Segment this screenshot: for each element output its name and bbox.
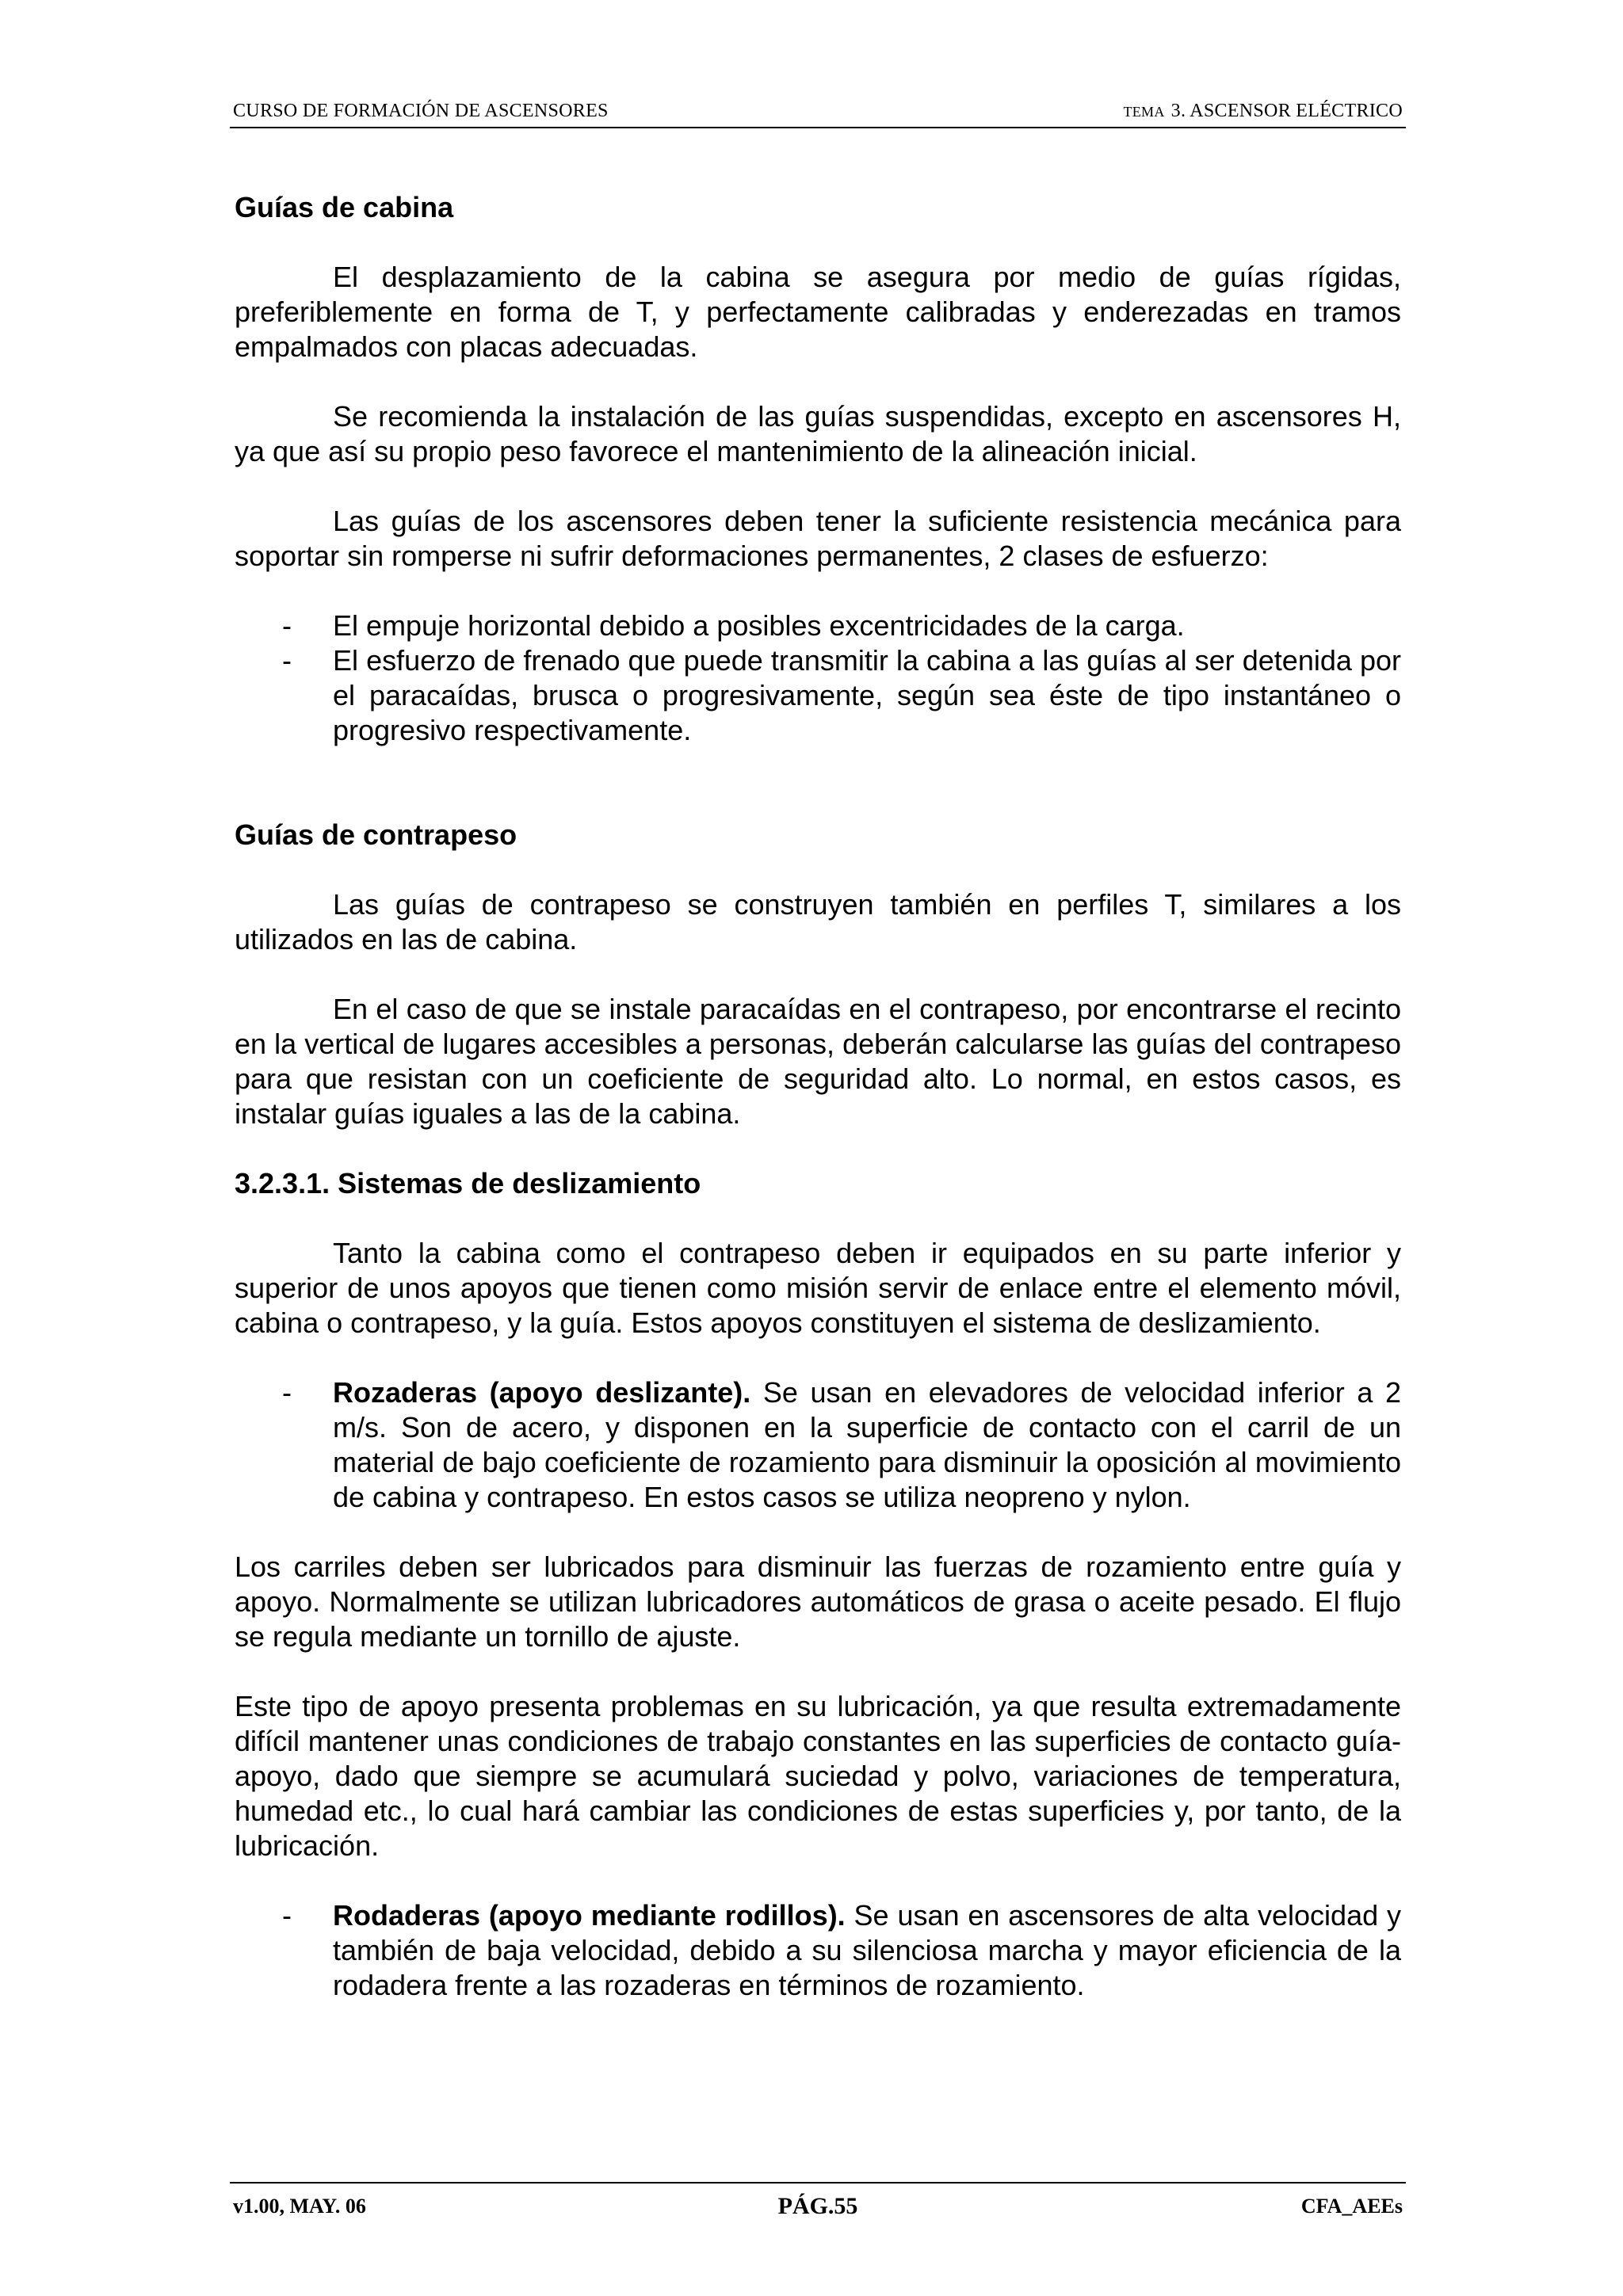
bullet-dash: - <box>282 1376 292 1409</box>
paragraph: Se recomienda la instalación de las guías suspendidas, excepto en ascensores H, ya que así su propio peso favorece el mantenimiento de la alineación inicial. <box>235 400 1401 467</box>
paragraph: Las guías de contrapeso se construyen también en perfiles T, similares a los utilizados en las de cabina. <box>235 888 1401 955</box>
page-header <box>230 97 1406 128</box>
term-rozaderas: Rozaderas (apoyo deslizante). <box>333 1376 751 1409</box>
term-rodaderas: Rodaderas (apoyo mediante rodillos). <box>333 1899 846 1932</box>
section-title-guias-cabina: Guías de cabina <box>235 191 454 223</box>
header-tema-label: TEMA <box>1123 104 1165 120</box>
footer-code: CFA_AEEs <box>1300 2195 1403 2218</box>
section-title-guias-contrapeso: Guías de contrapeso <box>235 818 517 851</box>
list-item-text: Se usan en ascensores de alta velocidad y también de baja velocidad, debido a su silenciosa marcha y mayor eficiencia de la rodadera frente a las rozaderas en términos de rozamiento. <box>333 1899 1401 2001</box>
list-item <box>235 643 1401 748</box>
page-footer <box>230 2182 1406 2219</box>
page-content <box>235 190 1401 2003</box>
paragraph: En el caso de que se instale paracaídas en el contrapeso, por encontrarse el recinto en la vertical de lugares accesibles a personas, deberán calcularse las guías del contrapeso para que resistan con un coeficiente de seguridad alto. Lo normal, en estos casos, es instalar guías iguales a las de la cabina. <box>235 993 1401 1130</box>
header-topic <box>1123 101 1403 122</box>
list-item-text: El esfuerzo de frenado que puede transmitir la cabina a las guías al ser detenida por el paracaídas, brusca o progresivamente, según sea éste de tipo instantáneo o progresivo respectivamente. <box>333 644 1401 746</box>
bullet-list <box>235 1898 1401 2003</box>
paragraph: Las guías de los ascensores deben tener la suficiente resistencia mecánica para soportar sin romperse ni sufrir deformaciones permanentes, 2 clases de esfuerzo: <box>235 505 1401 572</box>
list-item <box>235 608 1401 643</box>
list-item-rozaderas <box>235 1375 1401 1515</box>
paragraph: Este tipo de apoyo presenta problemas en su lubricación, ya que resulta extremadamente difícil mantener unas condiciones de trabajo constantes en las superficies de contacto guía-apoyo, dado que siempre se acumulará suciedad y polvo, variaciones de temperatura, humedad etc., lo cual hará cambiar las condiciones de estas superficies y, por tanto, de la lubricación. <box>235 1690 1401 1862</box>
bullet-list <box>235 608 1401 748</box>
header-course-title: CURSO DE FORMACIÓN DE ASCENSORES <box>233 101 609 121</box>
bullet-dash: - <box>282 609 292 642</box>
footer-version: v1.00, MAY. 06 <box>233 2195 366 2218</box>
list-item-rodaderas <box>235 1898 1401 2003</box>
paragraph: Tanto la cabina como el contrapeso deben ir equipados en su parte inferior y superior de unos apoyos que tienen como misión servir de enlace entre el elemento móvil, cabina o contrapeso, y la guía. Estos apoyos constituyen el sistema de deslizamiento. <box>235 1237 1401 1339</box>
bullet-dash: - <box>282 644 292 677</box>
footer-page-number: PÁG.55 <box>777 2193 858 2219</box>
paragraph: Los carriles deben ser lubricados para disminuir las fuerzas de rozamiento entre guía y apoyo. Normalmente se utilizan lubricadores automáticos de grasa o aceite pesado. El flujo se regula mediante un tornillo de ajuste. <box>235 1550 1401 1653</box>
list-item-text: Se usan en elevadores de velocidad inferior a 2 m/s. Son de acero, y disponen en la superficie de contacto con el carril de un material de bajo coeficiente de rozamiento para disminuir la oposición al movimiento de cabina y contrapeso. En estos casos se utiliza neopreno y nylon. <box>333 1376 1401 1513</box>
paragraph: El desplazamiento de la cabina se asegura por medio de guías rígidas, preferiblemente en forma de T, y perfectamente calibradas y enderezadas en tramos empalmados con placas adecuadas. <box>235 261 1401 363</box>
header-topic-title: 3. ASCENSOR ELÉCTRICO <box>1170 101 1403 121</box>
bullet-dash: - <box>282 1899 292 1932</box>
section-title-sistemas-deslizamiento: 3.2.3.1. Sistemas de deslizamiento <box>235 1167 701 1199</box>
bullet-list <box>235 1375 1401 1515</box>
list-item-text: El empuje horizontal debido a posibles excentricidades de la carga. <box>333 609 1185 642</box>
